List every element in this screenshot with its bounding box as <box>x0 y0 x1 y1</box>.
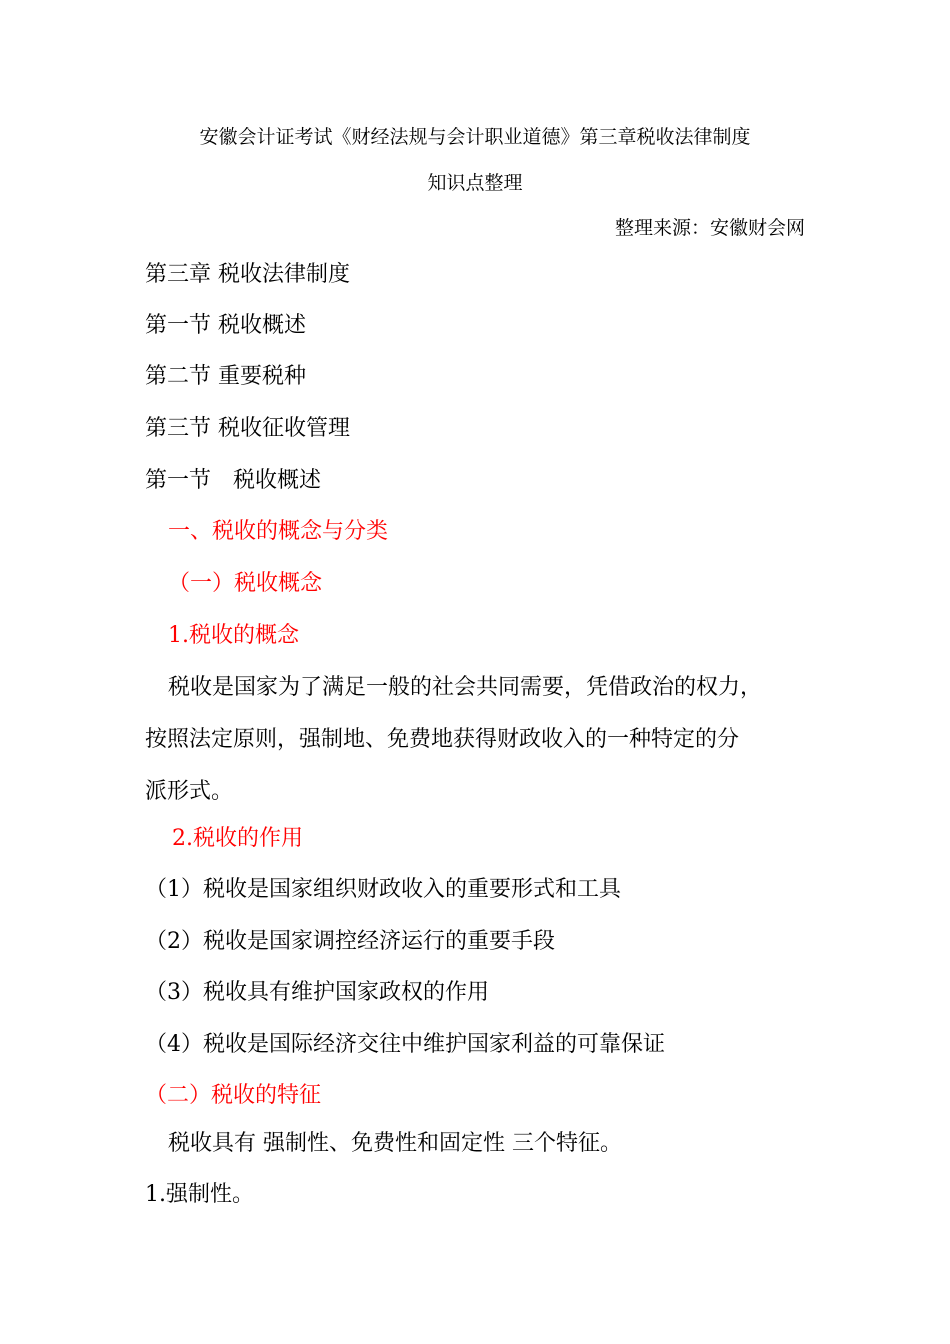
toc-section-1: 第一节 税收概述 <box>145 313 306 338</box>
section-heading: 第一节 税收概述 <box>145 468 322 493</box>
toc-section-2: 第二节 重要税种 <box>145 364 306 389</box>
list-item-compulsory: 1.强制性。 <box>145 1182 254 1207</box>
list-item: （3）税收具有维护国家政权的作用 <box>145 980 489 1005</box>
list-item: （1）税收是国家组织财政收入的重要形式和工具 <box>145 877 621 902</box>
list-item: （2）税收是国家调控经济运行的重要手段 <box>145 929 555 954</box>
toc-section-3: 第三节 税收征收管理 <box>145 416 350 441</box>
paragraph-features: 税收具有 强制性、免费性和固定性 三个特征。 <box>168 1131 622 1156</box>
paragraph-line: 税收是国家为了满足一般的社会共同需要，凭借政治的权力， <box>168 675 763 700</box>
heading-level2-concept: （一）税收概念 <box>168 571 323 596</box>
paragraph-line: 按照法定原则，强制地、免费地获得财政收入的一种特定的分 <box>145 727 740 752</box>
heading-level1: 一、税收的概念与分类 <box>168 519 389 544</box>
heading-level2-features: （二）税收的特征 <box>145 1083 322 1108</box>
list-item: （4）税收是国际经济交往中维护国家利益的可靠保证 <box>145 1032 665 1057</box>
doc-title-line2: 知识点整理 <box>427 172 523 194</box>
heading-level3-roles: 2.税收的作用 <box>172 826 303 851</box>
paragraph-line: 派形式。 <box>145 779 234 804</box>
doc-source: 整理来源：安徽财会网 <box>614 217 805 239</box>
toc-chapter: 第三章 税收法律制度 <box>145 262 350 287</box>
doc-title-line1: 安徽会计证考试《财经法规与会计职业道德》第三章税收法律制度 <box>199 126 751 148</box>
heading-level3-concept: 1.税收的概念 <box>168 623 299 648</box>
